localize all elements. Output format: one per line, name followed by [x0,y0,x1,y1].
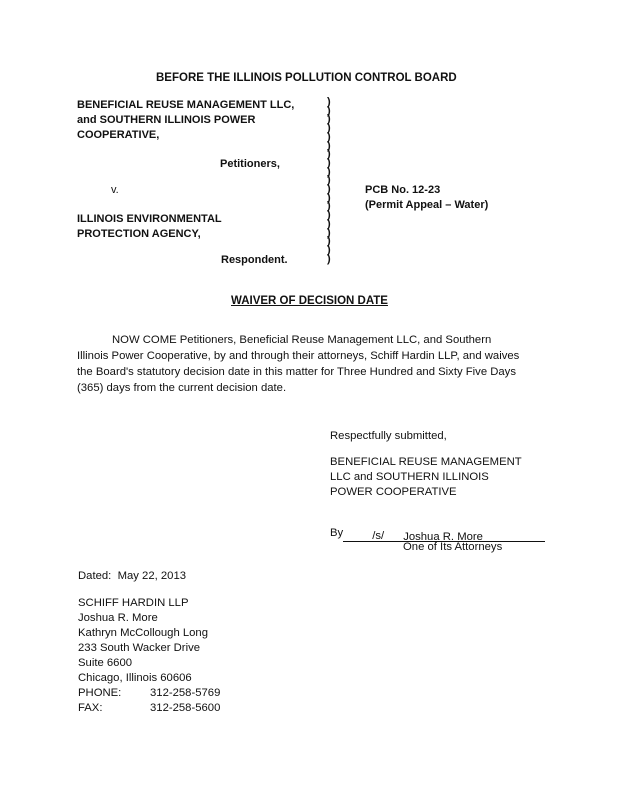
firm-fax: 312-258-5600 [150,702,221,714]
signer-name: Joshua R. More [399,530,545,542]
respondent-line-1: ILLINOIS ENVIRONMENTAL [77,213,222,225]
case-type: (Permit Appeal – Water) [365,199,489,211]
firm-name: SCHIFF HARDIN LLP [78,597,189,609]
firm-address-1: 233 South Wacker Drive [78,642,201,654]
signed-mark: /s/ [357,529,399,542]
firm-attorney-2: Kathryn McCollough Long [78,627,208,639]
firm-address-2: Suite 6600 [78,657,133,669]
by-label: By [330,527,344,539]
body-line-3: the Board's statutory decision date in this matter for Three Hundred and Sixty Five Days [77,366,516,378]
petitioners-role: Petitioners, [220,158,280,170]
document-heading: WAIVER OF DECISION DATE [231,295,388,307]
body-line-1: NOW COME Petitioners, Beneficial Reuse Management LLC, and Southern [112,334,492,346]
firm-address-3: Chicago, Illinois 60606 [78,672,192,684]
body-line-4: (365) days from the current decision date. [77,382,287,394]
dated-line [78,569,186,585]
dated-label: Dated: [78,570,112,582]
dated-value: May 22, 2013 [117,570,187,582]
caption-parentheses: ) ) ) ) ) ) ) ) ) ) ) ) ) ) ) ) ) ) ) [327,96,331,265]
case-number: PCB No. 12-23 [365,184,441,196]
party-line-3: POWER COOPERATIVE [330,486,457,498]
firm-attorney-1: Joshua R. More [78,612,158,624]
party-line-1: BENEFICIAL REUSE MANAGEMENT [330,456,522,468]
signer-role: One of Its Attorneys [403,541,503,553]
petitioner-line-3: COOPERATIVE, [77,129,160,141]
petitioner-line-2: and SOUTHERN ILLINOIS POWER [77,114,256,126]
respondent-line-2: PROTECTION AGENCY, [77,228,201,240]
firm-phone: 312-258-5769 [150,687,221,699]
respondent-role: Respondent. [221,254,288,266]
closing-text: Respectfully submitted, [330,430,447,442]
party-line-2: LLC and SOUTHERN ILLINOIS [330,471,489,483]
petitioner-line-1: BENEFICIAL REUSE MANAGEMENT LLC, [77,99,295,111]
signature-rule-left [343,529,357,542]
firm-fax-label: FAX: [78,702,103,714]
court-title: BEFORE THE ILLINOIS POLLUTION CONTROL BOARD [156,72,457,84]
firm-phone-label: PHONE: [78,687,122,699]
body-line-2: Illinois Power Cooperative, by and through their attorneys, Schiff Hardin LLP, and waives [77,350,520,362]
versus-label: v. [111,184,119,196]
